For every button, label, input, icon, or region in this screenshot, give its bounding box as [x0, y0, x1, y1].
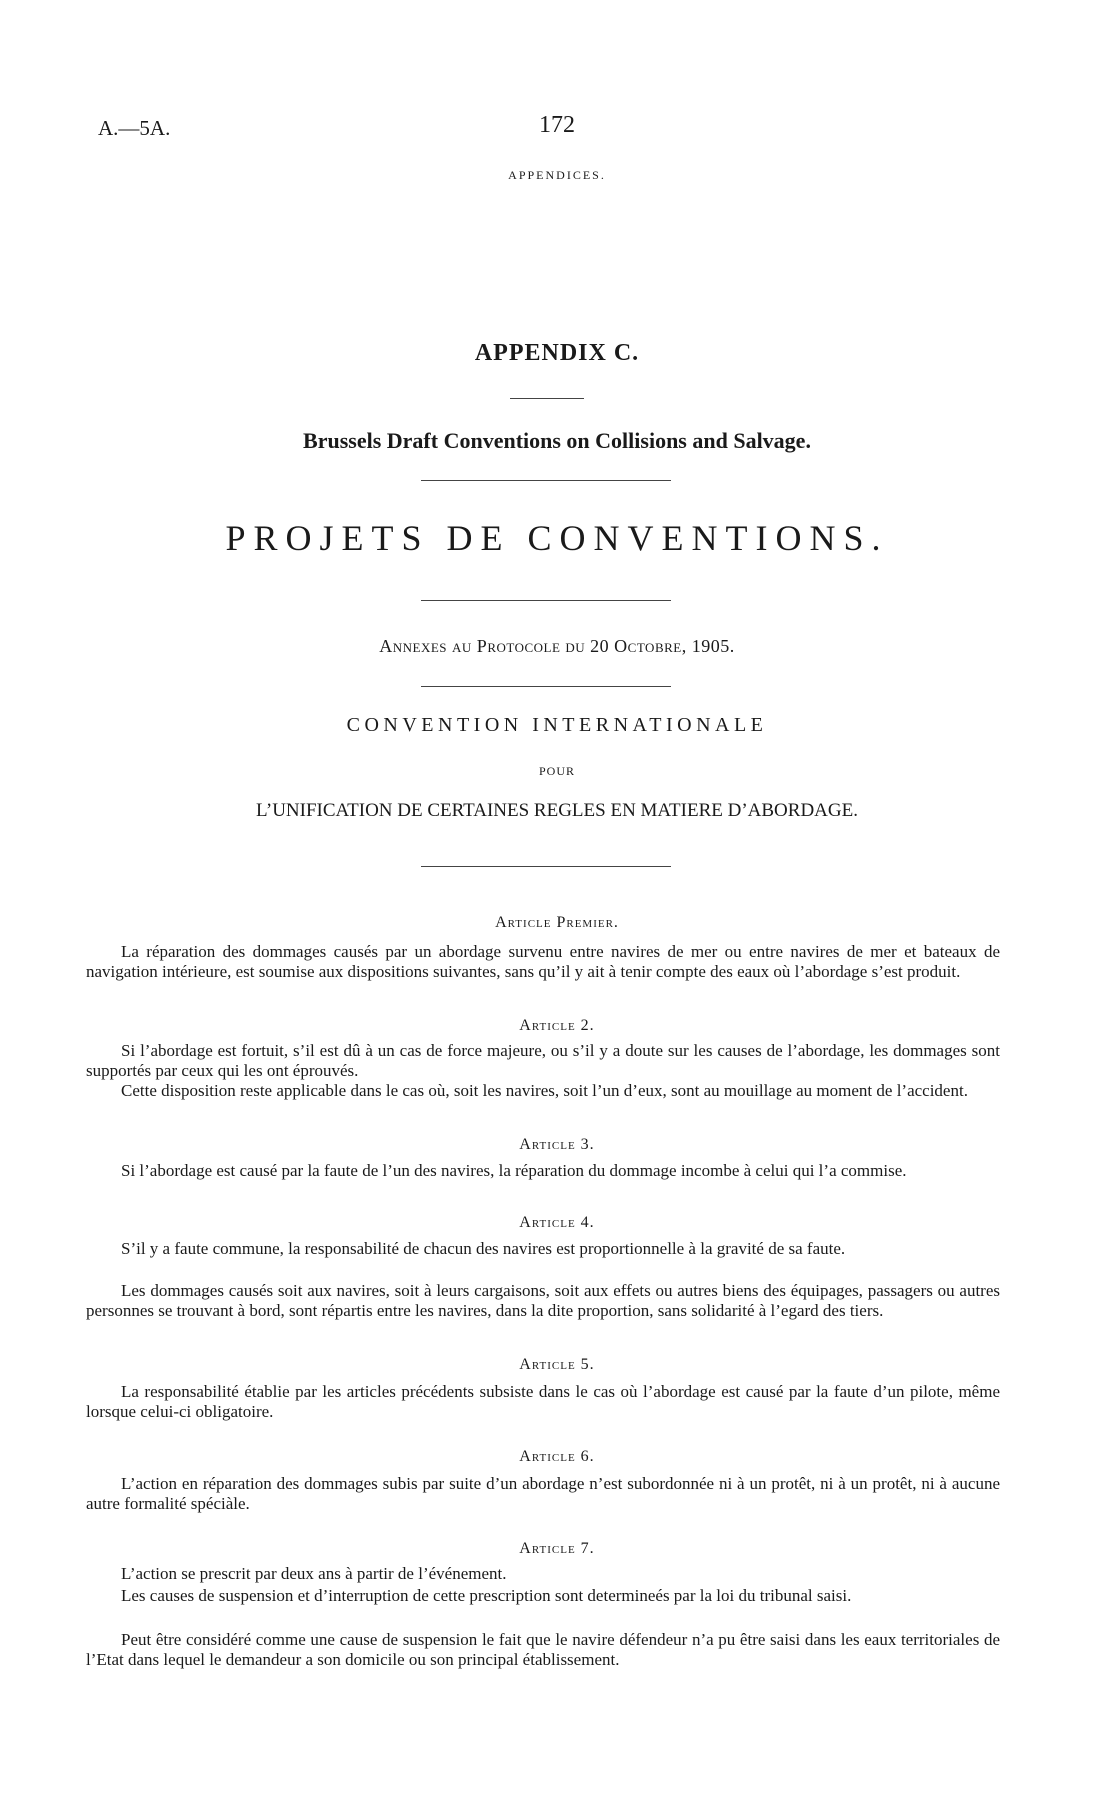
article-heading: Article Premier.: [495, 914, 619, 931]
page-number: 172: [539, 112, 575, 138]
convention-heading: CONVENTION INTERNATIONALE: [346, 714, 768, 736]
article-paragraph: L’action se prescrit par deux ans à partir de l’événement.: [121, 1564, 507, 1583]
pour-line: POUR: [538, 764, 575, 778]
appendix-title: APPENDIX C.: [474, 340, 640, 366]
article-paragraph: Les causes de suspension et d’interruption de cette prescription sont determineés par la loi du tribunal saisi.: [121, 1586, 852, 1605]
article-paragraph: S’il y a faute commune, la responsabilité de chacun des navires est proportionnelle à la gravité de sa faute.: [121, 1239, 846, 1258]
article-paragraph: L’action en réparation des dommages subis par suite d’un abordage n’est subordonnée ni à un protêt, ni à un protêt, ni à aucune autre formalité spéciàle.: [86, 1474, 1000, 1513]
article-paragraph: Les dommages causés soit aux navires, soit à leurs cargaisons, soit aux effets ou autres biens des équipages, passagers ou autres personnes se trouvant à bord, sont répartis entre les navires, dans la dite proportion, sans solidarité à l’egard des tiers.: [86, 1281, 1000, 1320]
article-heading: Article 6.: [519, 1448, 595, 1465]
article-paragraph: Cette disposition reste applicable dans le cas où, soit les navires, soit l’un d’eux, sont au mouillage au moment de l’accident.: [121, 1081, 968, 1100]
annexes-divider: [421, 686, 671, 687]
article-paragraph: Peut être considéré comme une cause de suspension le fait que le navire défendeur n’a pu être saisi dans les eaux territoriales de l’Etat dans lequel le demandeur a son domicile ou son principal établissement.: [86, 1630, 1000, 1669]
title-divider: [510, 398, 584, 399]
document-reference: A.—5A.: [98, 116, 171, 140]
article-paragraph: La réparation des dommages causés par un abordage survenu entre navires de mer ou entre navires de mer et bateaux de navigation intérieure, est soumise aux dispositions suivantes, sans qu’il y ait à tenir compte des eaux où l’abordage s’est produit.: [86, 942, 1000, 981]
subtitle-divider: [421, 480, 671, 481]
article-paragraph: La responsabilité établie par les articles précédents subsiste dans le cas où l’abordage est causé par la faute d’un pilote, même lorsque celui-ci obligatoire.: [86, 1382, 1000, 1421]
article-paragraph: Si l’abordage est fortuit, s’il est dû à un cas de force majeure, ou s’il y a doute sur les causes de l’abordage, les dommages sont supportés par ceux qui les ont éprouvés.: [86, 1041, 1000, 1080]
annexes-line: Annexes au Protocole du 20 Octobre, 1905.: [379, 636, 735, 656]
article-heading: Article 4.: [519, 1214, 595, 1231]
convention-divider: [421, 866, 671, 867]
projets-heading: PROJETS DE CONVENTIONS.: [225, 518, 889, 558]
unification-heading: L’UNIFICATION DE CERTAINES REGLES EN MATIERE D’ABORDAGE.: [256, 800, 858, 821]
document-subtitle: Brussels Draft Conventions on Collisions and Salvage.: [303, 428, 811, 453]
article-heading: Article 2.: [519, 1017, 595, 1034]
running-title: APPENDICES.: [508, 168, 606, 182]
article-paragraph: Si l’abordage est causé par la faute de l’un des navires, la réparation du dommage incombe à celui qui l’a commise.: [121, 1161, 907, 1180]
article-heading: Article 5.: [519, 1356, 595, 1373]
article-heading: Article 7.: [519, 1540, 595, 1557]
article-heading: Article 3.: [519, 1136, 595, 1153]
projets-divider: [421, 600, 671, 601]
